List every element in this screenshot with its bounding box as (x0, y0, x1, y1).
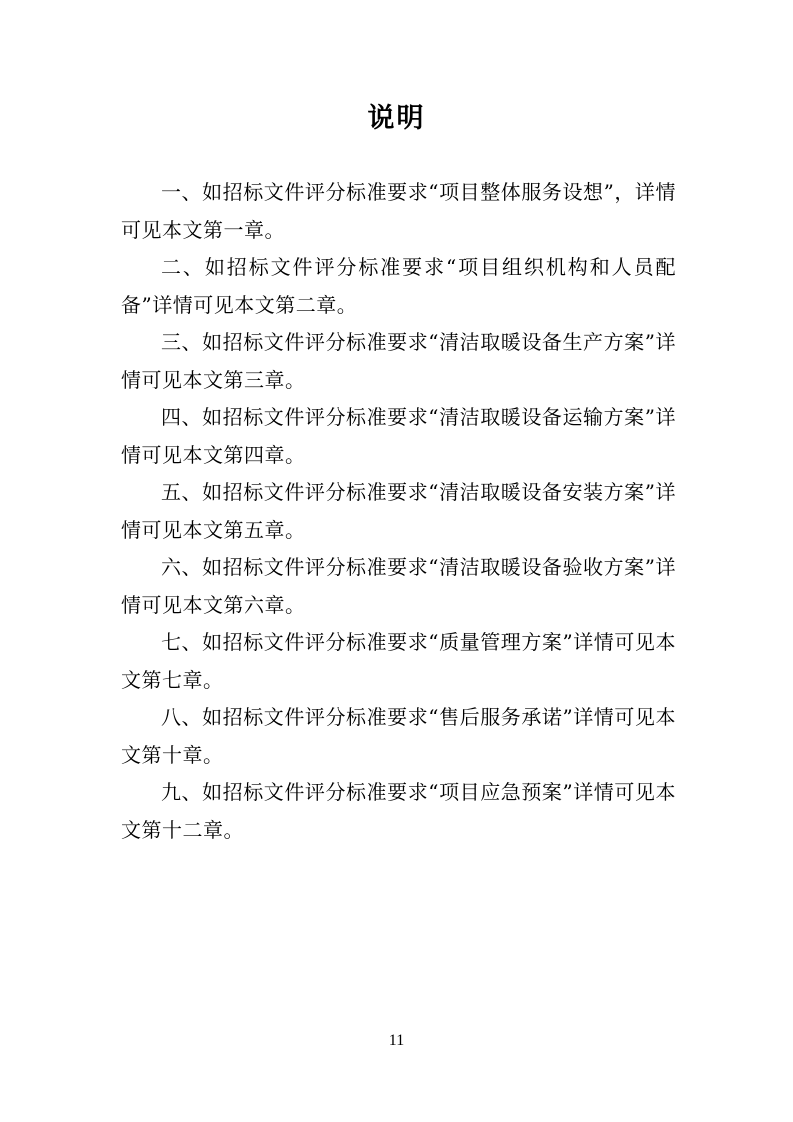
paragraph-7: 七、如招标文件评分标准要求“质量管理方案”详情可见本文第七章。 (121, 630, 676, 692)
paragraph-8: 八、如招标文件评分标准要求“售后服务承诺”详情可见本文第十章。 (121, 705, 676, 767)
paragraph-3: 三、如招标文件评分标准要求“清洁取暖设备生产方案”详情可见本文第三章。 (121, 330, 676, 392)
paragraph-5: 五、如招标文件评分标准要求“清洁取暖设备安装方案”详情可见本文第五章。 (121, 480, 676, 542)
paragraph-2: 二、如招标文件评分标准要求“项目组织机构和人员配备”详情可见本文第二章。 (121, 255, 676, 317)
paragraph-4: 四、如招标文件评分标准要求“清洁取暖设备运输方案”详情可见本文第四章。 (121, 405, 676, 467)
page-title: 说明 (367, 103, 426, 134)
page-number: 11 (388, 1032, 405, 1049)
paragraph-1: 一、如招标文件评分标准要求“项目整体服务设想”，详情可见本文第一章。 (121, 180, 676, 242)
paragraph-6: 六、如招标文件评分标准要求“清洁取暖设备验收方案”详情可见本文第六章。 (121, 555, 676, 617)
document-body (121, 174, 676, 849)
paragraph-9: 九、如招标文件评分标准要求“项目应急预案”详情可见本文第十二章。 (121, 780, 676, 842)
